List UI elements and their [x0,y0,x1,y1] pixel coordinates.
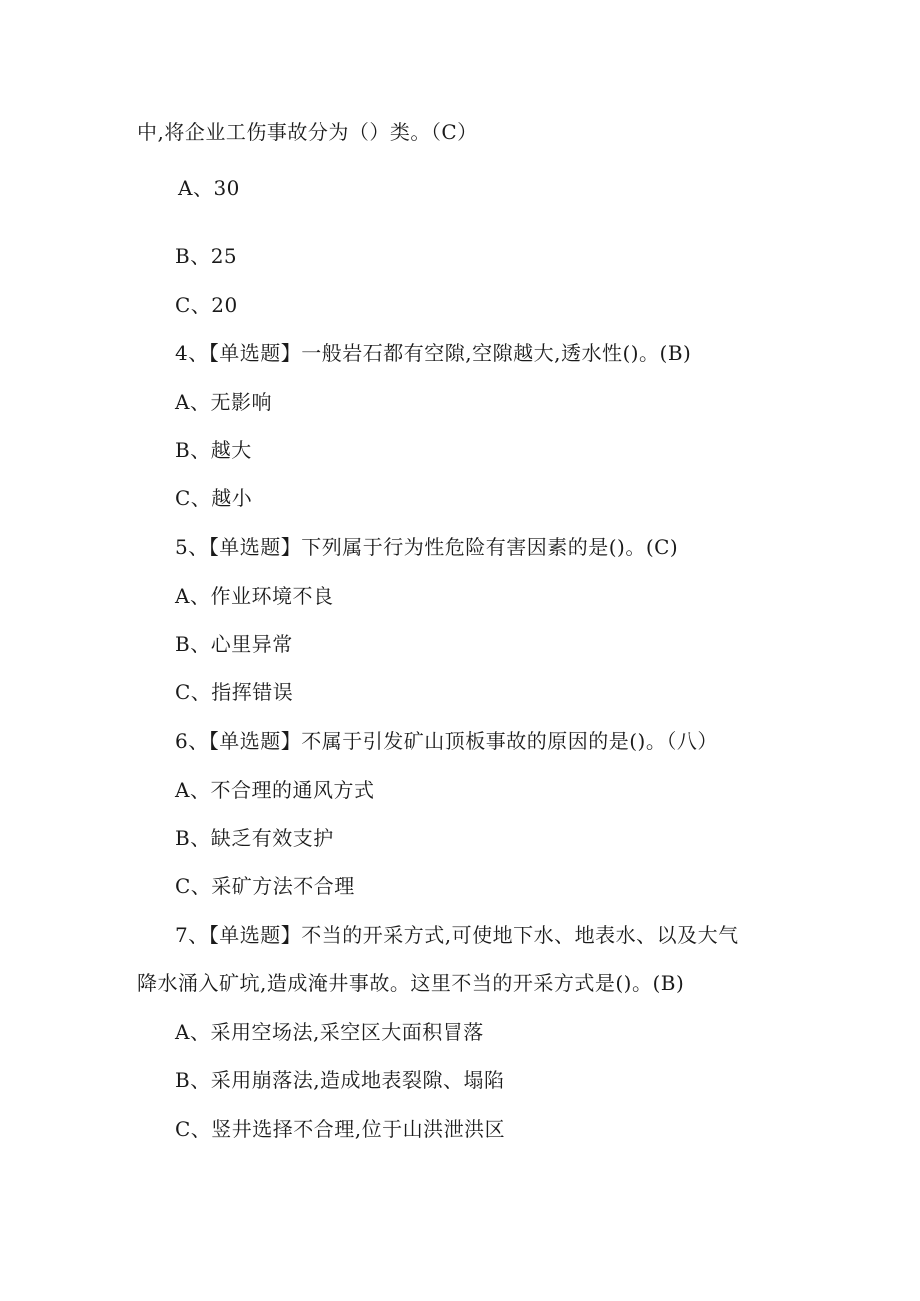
option-a: A、采用空场法,采空区大面积冒落 [175,1020,484,1044]
option-c: C、竖井选择不合理,位于山洪泄洪区 [175,1117,506,1141]
option-b: B、心里异常 [175,632,293,656]
option-a: A、不合理的通风方式 [175,778,375,802]
option-c: C、指挥错误 [175,680,294,704]
option-c: C、越小 [175,486,253,510]
option-b: B、越大 [175,438,252,462]
question-stem: 5、【单选题】下列属于行为性危险有害因素的是()。(C) [175,535,679,559]
option-c: C、采矿方法不合理 [175,874,355,898]
option-b: B、缺乏有效支护 [175,826,334,850]
option-b: B、采用崩落法,造成地表裂隙、塌陷 [175,1068,505,1092]
question-stem-line-2: 降水涌入矿坑,造成淹井事故。这里不当的开采方式是()。(B) [137,971,685,995]
question-stem: 6、【单选题】不属于引发矿山顶板事故的原因的是()。（八） [175,729,718,753]
option-a: A、作业环境不良 [175,584,334,608]
question-stem: 中,将企业工伤事故分为（）类。（C） [137,120,478,144]
question-stem: 4、【单选题】一般岩石都有空隙,空隙越大,透水性()。(B) [175,341,692,365]
option-c: C、20 [175,293,238,317]
option-a: A、30 [178,176,240,200]
option-a: A、无影响 [175,390,272,414]
question-stem-line-1: 7、【单选题】不当的开采方式,可使地下水、地表水、以及大气 [175,923,739,947]
option-b: B、25 [175,244,238,268]
